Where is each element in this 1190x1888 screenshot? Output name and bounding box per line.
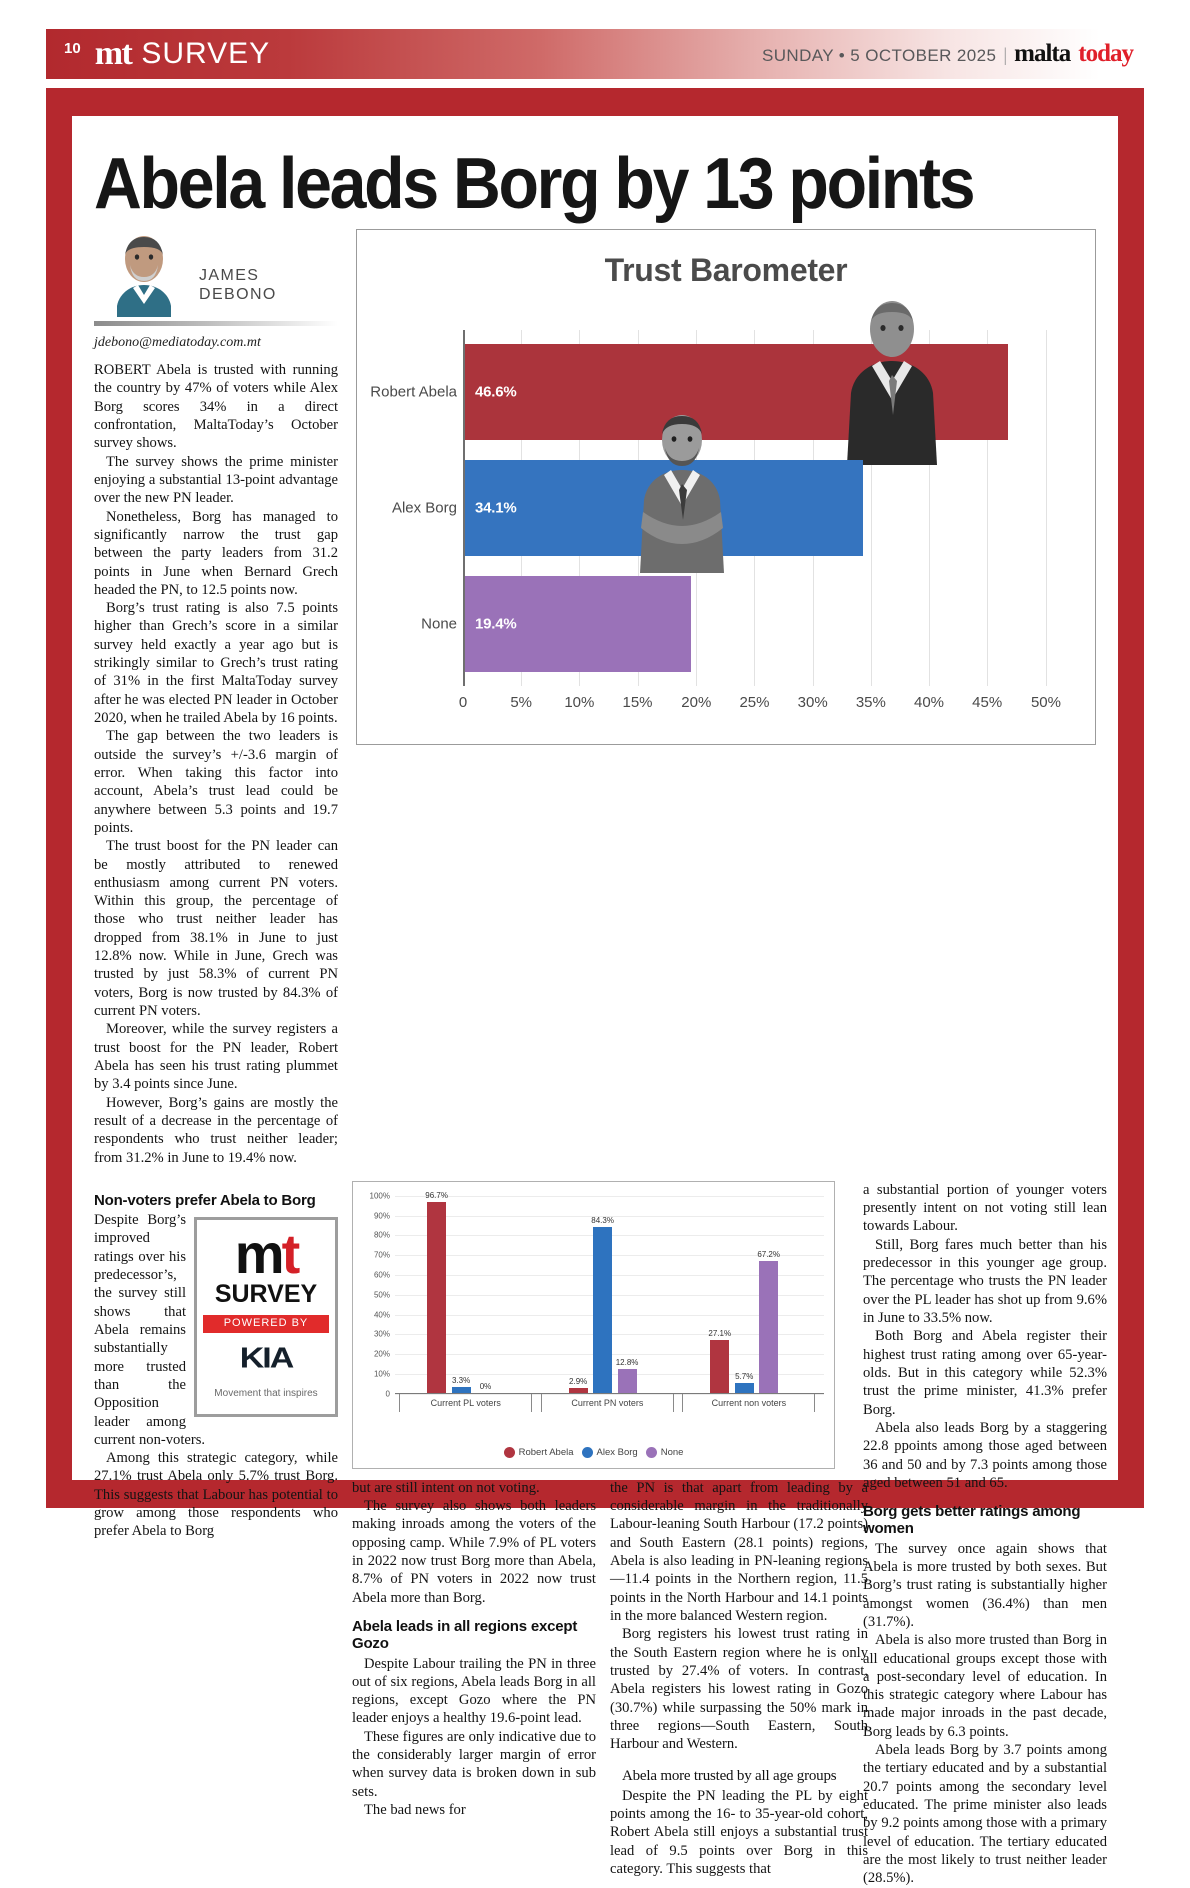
paragraph: However, Borg’s gains are mostly the result of a decrease in the percentage of respondents who trust neither leader; from 31.2% in June to 19.4% now. (94, 1094, 338, 1166)
chart2-group-axis (395, 1394, 824, 1414)
chart2-value-label: 96.7% (425, 1191, 448, 1201)
chart2-value-label: 84.3% (591, 1215, 614, 1225)
chart2-value-label: 5.7% (735, 1371, 754, 1381)
column-1-continued (94, 1181, 352, 1888)
paragraph: Abela is also more trusted than Borg in all educational groups except those with a post-secondary level of education. In this strategic category where Labour has made major inroads in the past decade, Borg leads by 6.3 points. (863, 1632, 1107, 1740)
chart1-xtick: 20% (681, 694, 712, 712)
lower-section (94, 1181, 1107, 1888)
mt-logo-t: t (281, 1222, 298, 1286)
column-1-body (94, 361, 338, 1167)
chart1-category-label: Robert Abela (370, 383, 457, 401)
chart2-ytick: 40% (373, 1310, 390, 1320)
chart2-value-label: 2.9% (569, 1377, 588, 1387)
kia-logo: KIA (239, 1341, 293, 1375)
legend-item-alex-borg (582, 1447, 638, 1458)
trust-barometer-chart (352, 229, 1096, 1167)
chart1-x-axis (458, 694, 1069, 714)
chart2-ytick: 30% (373, 1329, 390, 1339)
chart1-plot (370, 330, 1069, 686)
paragraph: The survey once again shows that Abela is more trusted by both sexes. But Borg’s trust rating is substantially higher amongst women (36.4%) than men (31.7%). (863, 1540, 1107, 1630)
legend-label: Robert Abela (518, 1446, 574, 1458)
legend-label: Alex Borg (596, 1446, 638, 1458)
legend-item-robert-abela (504, 1447, 574, 1458)
chart2-value-label: 12.8% (615, 1357, 639, 1367)
chart1-bar-robert-abela (370, 344, 1008, 440)
trust-by-voter-group-chart (352, 1181, 835, 1469)
chart2-ytick: 0 (385, 1389, 390, 1399)
paragraph: but are still intent on not voting. (352, 1479, 540, 1496)
paragraph: Despite Labour trailing the PN in three out of six regions, Abela leads Borg in all regions, except Gozo where the PN leader enjoys a healthy 19.6-point lead. (352, 1655, 596, 1727)
chart2-bar-nonvoter-none (757, 1249, 780, 1394)
paragraph: The survey shows the prime minister enjoying a substantial 13-point advantage over the new PN leader. (94, 453, 338, 507)
chart1-xtick: 25% (739, 694, 770, 712)
bar-fill (465, 460, 863, 556)
chart2-bar-pl-abela (425, 1191, 448, 1393)
paragraph: Abela also leads Borg by a staggering 22.8 ppoints among those aged between 36 and 50 and by 7.3 points among those aged between 51 and 65. (863, 1419, 1107, 1491)
chart2-ytick: 10% (373, 1369, 390, 1379)
chart1-xtick: 30% (797, 694, 828, 712)
masthead (46, 29, 1144, 79)
chart1-frame (356, 229, 1096, 745)
chart2-value-label: 27.1% (708, 1329, 732, 1339)
kia-tagline: Movement that inspires (214, 1387, 318, 1399)
paragraph: The bad news for (364, 1802, 466, 1819)
chart1-category-label: None (421, 615, 457, 633)
chart2-ytick: 80% (373, 1230, 390, 1240)
chart1-value-label: 19.4% (475, 615, 517, 633)
page-number: 10 (64, 39, 81, 57)
byline (94, 229, 338, 332)
chart1-xtick: 45% (972, 694, 1003, 712)
chart2-ytick: 70% (373, 1250, 390, 1260)
author-email: jdebono@mediatoday.com.mt (94, 335, 261, 351)
author-last-name: DEBONO (199, 285, 277, 303)
section-title: SURVEY (141, 37, 271, 70)
paragraph: Both Borg and Abela register their highest trust rating among over 65-year-olds. But in this category while 52.3% trust the prime minister, 41.3% prefer Borg. (863, 1328, 1107, 1418)
chart2-bar-pn-none (615, 1357, 639, 1394)
chart1-xtick: 10% (564, 694, 595, 712)
powered-by-label: POWERED BY (203, 1315, 329, 1333)
paragraph: Despite the PN leading the PL by eight points among the 16- to 35-year-old cohort, Robert Abela still enjoys a substantial trust lead of 9.5 points over Borg in this category. This suggests that (610, 1787, 868, 1878)
chart2-bar-nonvoter-abela (708, 1329, 732, 1394)
column-1 (94, 229, 352, 1167)
paragraph: Abela leads Borg by 3.7 points among the tertiary educated and by a substantial 20.7 points among the secondary level educated. The prime minister also leads by 9.2 points among those with a primary level of education. The tertiary educated are the most likely to trust neither leader (28.5%). (863, 1742, 1107, 1887)
legend-item-none (646, 1447, 684, 1458)
chart1-xtick: 50% (1030, 694, 1061, 712)
chart1-category-label: Alex Borg (391, 499, 457, 517)
paragraph: Still, Borg fares much better than his predecessor in this younger age group. The percentage who trusts the PN leader over the PL leader has shot up from 9.6% in June to 33.5% now. (863, 1236, 1107, 1327)
mt-logo-m: m (234, 1222, 282, 1286)
chart2-ytick: 60% (373, 1270, 390, 1280)
sponsor-survey-label: SURVEY (214, 1279, 318, 1308)
article-page (72, 116, 1118, 1887)
chart2-ytick: 50% (373, 1290, 390, 1300)
chart1-xtick: 35% (855, 694, 886, 712)
author-name (199, 267, 277, 304)
chart2-ytick: 90% (373, 1211, 390, 1221)
paragraph: a substantial portion of younger voters presently intent on not voting still lean towards Labour. (863, 1181, 1107, 1235)
legend-swatch-icon (646, 1447, 657, 1458)
chart2-group-label: Current non voters (682, 1394, 815, 1412)
chart1-value-label: 34.1% (475, 499, 517, 517)
column-3 (610, 1479, 868, 1879)
chart1-xtick: 15% (622, 694, 653, 712)
chart2-value-label: 3.3% (451, 1376, 471, 1386)
mt-brand-mark: mt (94, 35, 132, 72)
subheading: Abela more trusted by all age groups (622, 1767, 837, 1784)
paragraph: Among this strategic category, while 27.1% trust Abela only 5.7% trust Borg. This suggests that Labour has potential to grow among those respondents who prefer Abela to Borg (94, 1450, 338, 1540)
dateline: SUNDAY • 5 OCTOBER 2025 (761, 46, 997, 65)
chart2-value-label: 67.2% (757, 1249, 780, 1259)
paragraph: ROBERT Abela is trusted with running the country by 47% of voters while Alex Borg scores 34% in a direct confrontation, MaltaToday’s October survey shows. (94, 362, 338, 452)
paragraph: Borg’s trust rating is also 7.5 points higher than Grech’s score in a similar survey held exactly a year ago but is strikingly similar to Grech’s trust rating of 31% in the first MaltaToday survey after he was elected PN leader in October 2020, when he trailed Abela by 16 points. (94, 600, 338, 727)
chart1-title: Trust Barometer (604, 252, 848, 289)
paragraph: Nonetheless, Borg has managed to significantly narrow the trust gap between the party leaders from 31.2 points in June when Bernard Grech headed the PN, to 12.5 points now. (94, 508, 338, 598)
masthead-separator: | (1003, 45, 1008, 66)
author-first-name: JAMES (199, 267, 260, 285)
paragraph: The trust boost for the PN leader can be mostly attributed to renewed enthusiasm among current PN voters. Within this group, the percentage of those who trust neither leader has dropped from 38.1% in June to just 12.8% now. While in June, Grech was trusted by just 58.3% of current PN voters, Borg is now trusted by 84.3% of current PN voters. (94, 838, 338, 1020)
column-2 (352, 1479, 610, 1879)
chart1-value-label: 46.6% (475, 383, 517, 401)
chart2-group-label: Current PL voters (399, 1394, 532, 1412)
chart1-bar-none (421, 576, 691, 672)
upper-section (94, 229, 1096, 1167)
chart2-bar-pn-borg (591, 1215, 614, 1394)
page-red-border (46, 88, 1144, 1887)
paragraph: Moreover, while the survey registers a trust boost for the PN leader, Robert Abela has seen his trust rating plummet by 3.4 points since June. (94, 1021, 338, 1093)
paragraph: The gap between the two leaders is outside the survey’s +/-3.6 margin of error. When taking this factor into account, Abela’s trust lead could be anywhere between 5.3 points and 19.7 points. (94, 728, 338, 836)
legend-label: None (660, 1446, 684, 1458)
subheading: Abela leads in all regions except Gozo (352, 1618, 578, 1653)
maltatoday-logo-second: today (1078, 40, 1133, 67)
maltatoday-logo-first: malta (1014, 40, 1071, 67)
subheading: Borg gets better ratings among women (863, 1503, 1081, 1538)
byline-divider (94, 321, 338, 326)
columns-2-3-wrapper (352, 1181, 868, 1888)
mt-logo (234, 1222, 298, 1286)
chart2-ytick: 100% (369, 1191, 390, 1201)
bar-fill (465, 344, 1008, 440)
chart2-group-label: Current PN voters (541, 1394, 674, 1412)
subheading: Non-voters prefer Abela to Borg (94, 1191, 316, 1209)
column-4 (849, 1181, 1107, 1888)
page-title: Abela leads Borg by 13 points (94, 144, 974, 224)
legend-swatch-icon (504, 1447, 515, 1458)
paragraph: The survey also shows both leaders making inroads among the voters of the opposing camp. While 7.9% of PL voters in 2022 now trust Borg more than Abela, 8.7% of PN voters in 2022 now trust Abela more than Borg. (352, 1498, 596, 1606)
chart1-xtick: 40% (913, 694, 945, 712)
paragraph: Despite Borg’s improved ratings over his predecessor’s, the survey still shows that Abela remains substantially more trusted than the Opposition leader among current non-voters. (94, 1212, 206, 1448)
bar-fill (465, 576, 691, 672)
chart2-value-label: 0% (479, 1382, 492, 1392)
chart2-legend (353, 1447, 834, 1458)
chart1-xtick: 0 (458, 694, 468, 712)
chart2-ytick: 20% (373, 1349, 390, 1359)
chart2-plot (369, 1191, 824, 1399)
mt-survey-sponsor-logo (194, 1217, 338, 1417)
chart1-xtick: 5% (510, 694, 533, 712)
masthead-right-group (762, 40, 1134, 68)
legend-swatch-icon (582, 1447, 593, 1458)
paragraph: These figures are only indicative due to the considerably larger margin of error when survey data is broken down in sub sets. (352, 1728, 596, 1800)
chart1-bar-alex-borg (391, 460, 863, 556)
paragraph: the PN is that apart from leading by a considerable margin in the traditionally Labour-leaning South Harbour (17.2 points) and South Eastern (28.1 points) regions, Abela is also leading in PN-leaning regions—11.4 points in the Northern region, 11.5 points in the North Harbour and 14.1 points in the more balanced Western region. (610, 1479, 868, 1625)
author-avatar (108, 229, 180, 317)
paragraph: Borg registers his lowest trust rating in the South Eastern region where he is only trusted by 27.4% of voters. In contrast, Abela registers his lowest rating in Gozo (30.7%) while surpassing the 50% mark in three regions—South Eastern, South Harbour and Western. (610, 1626, 868, 1753)
